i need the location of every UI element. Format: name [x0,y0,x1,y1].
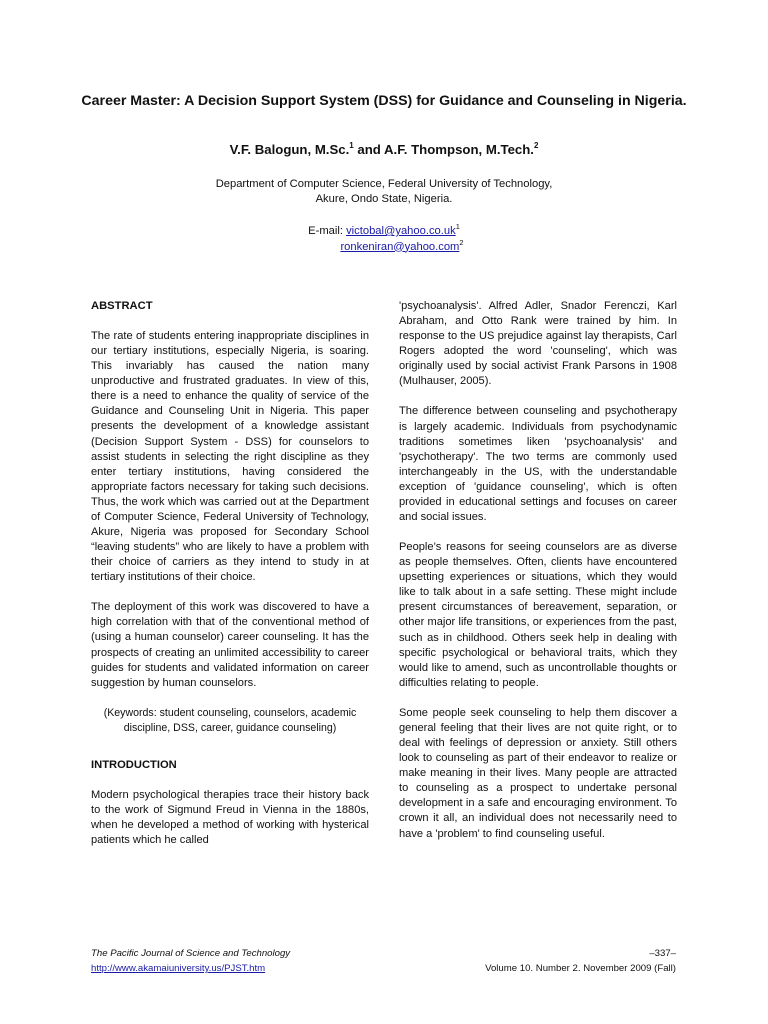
paper-title: Career Master: A Decision Support System (DSS) for Guidance and Counseling in Nigeria. [81,93,687,109]
author-1-affiliation-mark: 1 [349,141,354,150]
email-block [60,224,708,255]
footer-journal-name: The Pacific Journal of Science and Technology [91,948,291,959]
right-paragraph-2: The difference between counseling and psychotherapy is largely academic. Individuals from psychodynamic traditions sometimes liken 'psychoanalysis' and 'psychotherapy'. The two terms are commonly used interchangeably in the US, with the understandable exception of 'guidance counseling', which is often provided in educational settings and focuses on career and social issues. [399,405,677,524]
email-link-2[interactable]: ronkeniran@yahoo.com [340,240,460,253]
author-line [60,141,708,159]
right-paragraph-3: People’s reasons for seeing counselors are as diverse as people themselves. Often, clients have encountered upsetting experiences or situations, which they would like to talk about in a safe setting. These might include present circumstances of bereavement, separation, or other major life transitions, or experiences from the past, such as in childhood. Others seek help in dealing with specific psychological or behavioral traits, which they would like to amend, such as uncontrollable thoughts or difficulties relating to people. [399,541,677,689]
right-paragraph-4: Some people seek counseling to help them discover a general feeling that their lives are not quite right, or to deal with feelings of depression or anxiety. Still others look to counseling as part of their endeavor to realize or make meaning in their lives. Many people are attracted to counseling as a prospect to undertake personal development in a safe and encouraging environment. To crown it all, an individual does not necessarily need to have a 'problem' to find counseling useful. [399,706,677,840]
abstract-paragraph-2: The deployment of this work was discovered to have a high correlation with that of the conventional method of (using a human counselor) career counseling. It has the prospects of creating an unlimited accessibility to career guides for students and validated information on career suggestion by human counselors. [91,601,369,689]
author-2: A.F. Thompson, M.Tech. [384,142,534,157]
keywords: (Keywords: student counseling, counselors, academic discipline, DSS, career, guidance counseling) [103,706,357,734]
footer-journal-url[interactable]: http://www.akamaiuniversity.us/PJST.htm [91,963,266,974]
author-2-affiliation-mark: 2 [533,141,539,150]
email-2-mark: 2 [459,237,464,247]
email-1-mark: 1 [455,222,460,231]
left-column [91,299,369,863]
right-column [399,299,677,857]
abstract-heading: ABSTRACT [91,300,153,312]
abstract-paragraph-1: The rate of students entering inappropriate disciplines in our tertiary institutions, especially Nigeria, is soaring. This invariably has caused the nation many unproductive and frustrated graduates. In view of this, there is a need to enhance the quality of service of the Guidance and Counseling Unit in Nigeria. This paper presents the development of a knowledge assistant (Decision Support System - DSS) for counselors to assist students in selecting the right discipline as they enter tertiary institutions, having considered the appropriate factors necessary for taking such decisions. Thus, the work which was carried out at the Department of Computer Science, Federal University of Technology, Akure, Nigeria was proposed for Secondary School “leaving students” who are likely to have a problem with their choice of carriers as they intend to study in at tertiary institutions of their choice. [91,330,369,584]
email-label: E-mail: [308,225,347,237]
affiliation-line-2: Akure, Ondo State, Nigeria. [315,193,453,205]
email-link-1[interactable]: victobal@yahoo.co.uk [346,225,456,237]
right-paragraph-1: 'psychoanalysis'. Alfred Adler, Snador Ferenczi, Karl Abraham, and Otto Rank were trained by him. In response to the US prejudice against lay therapists, Carl Rogers adopted the word 'counseling', which was originally used by social activist Frank Parsons in 1908 (Mulhauser, 2005). [399,300,677,388]
introduction-heading: INTRODUCTION [91,758,177,771]
author-conjunction: and [353,142,385,157]
affiliation-line-1: Department of Computer Science, Federal University of Technology, [215,178,553,190]
footer-volume-info: Volume 10. Number 2. November 2009 (Fall) [485,963,676,974]
author-1: V.F. Balogun, M.Sc. [229,142,350,157]
introduction-paragraph-1: Modern psychological therapies trace their history back to the work of Sigmund Freud in Vienna in the 1880s, when he developed a method of working with hysterical patients which he called [91,788,369,847]
footer-page-number: –337– [649,948,676,959]
affiliation [60,177,708,207]
